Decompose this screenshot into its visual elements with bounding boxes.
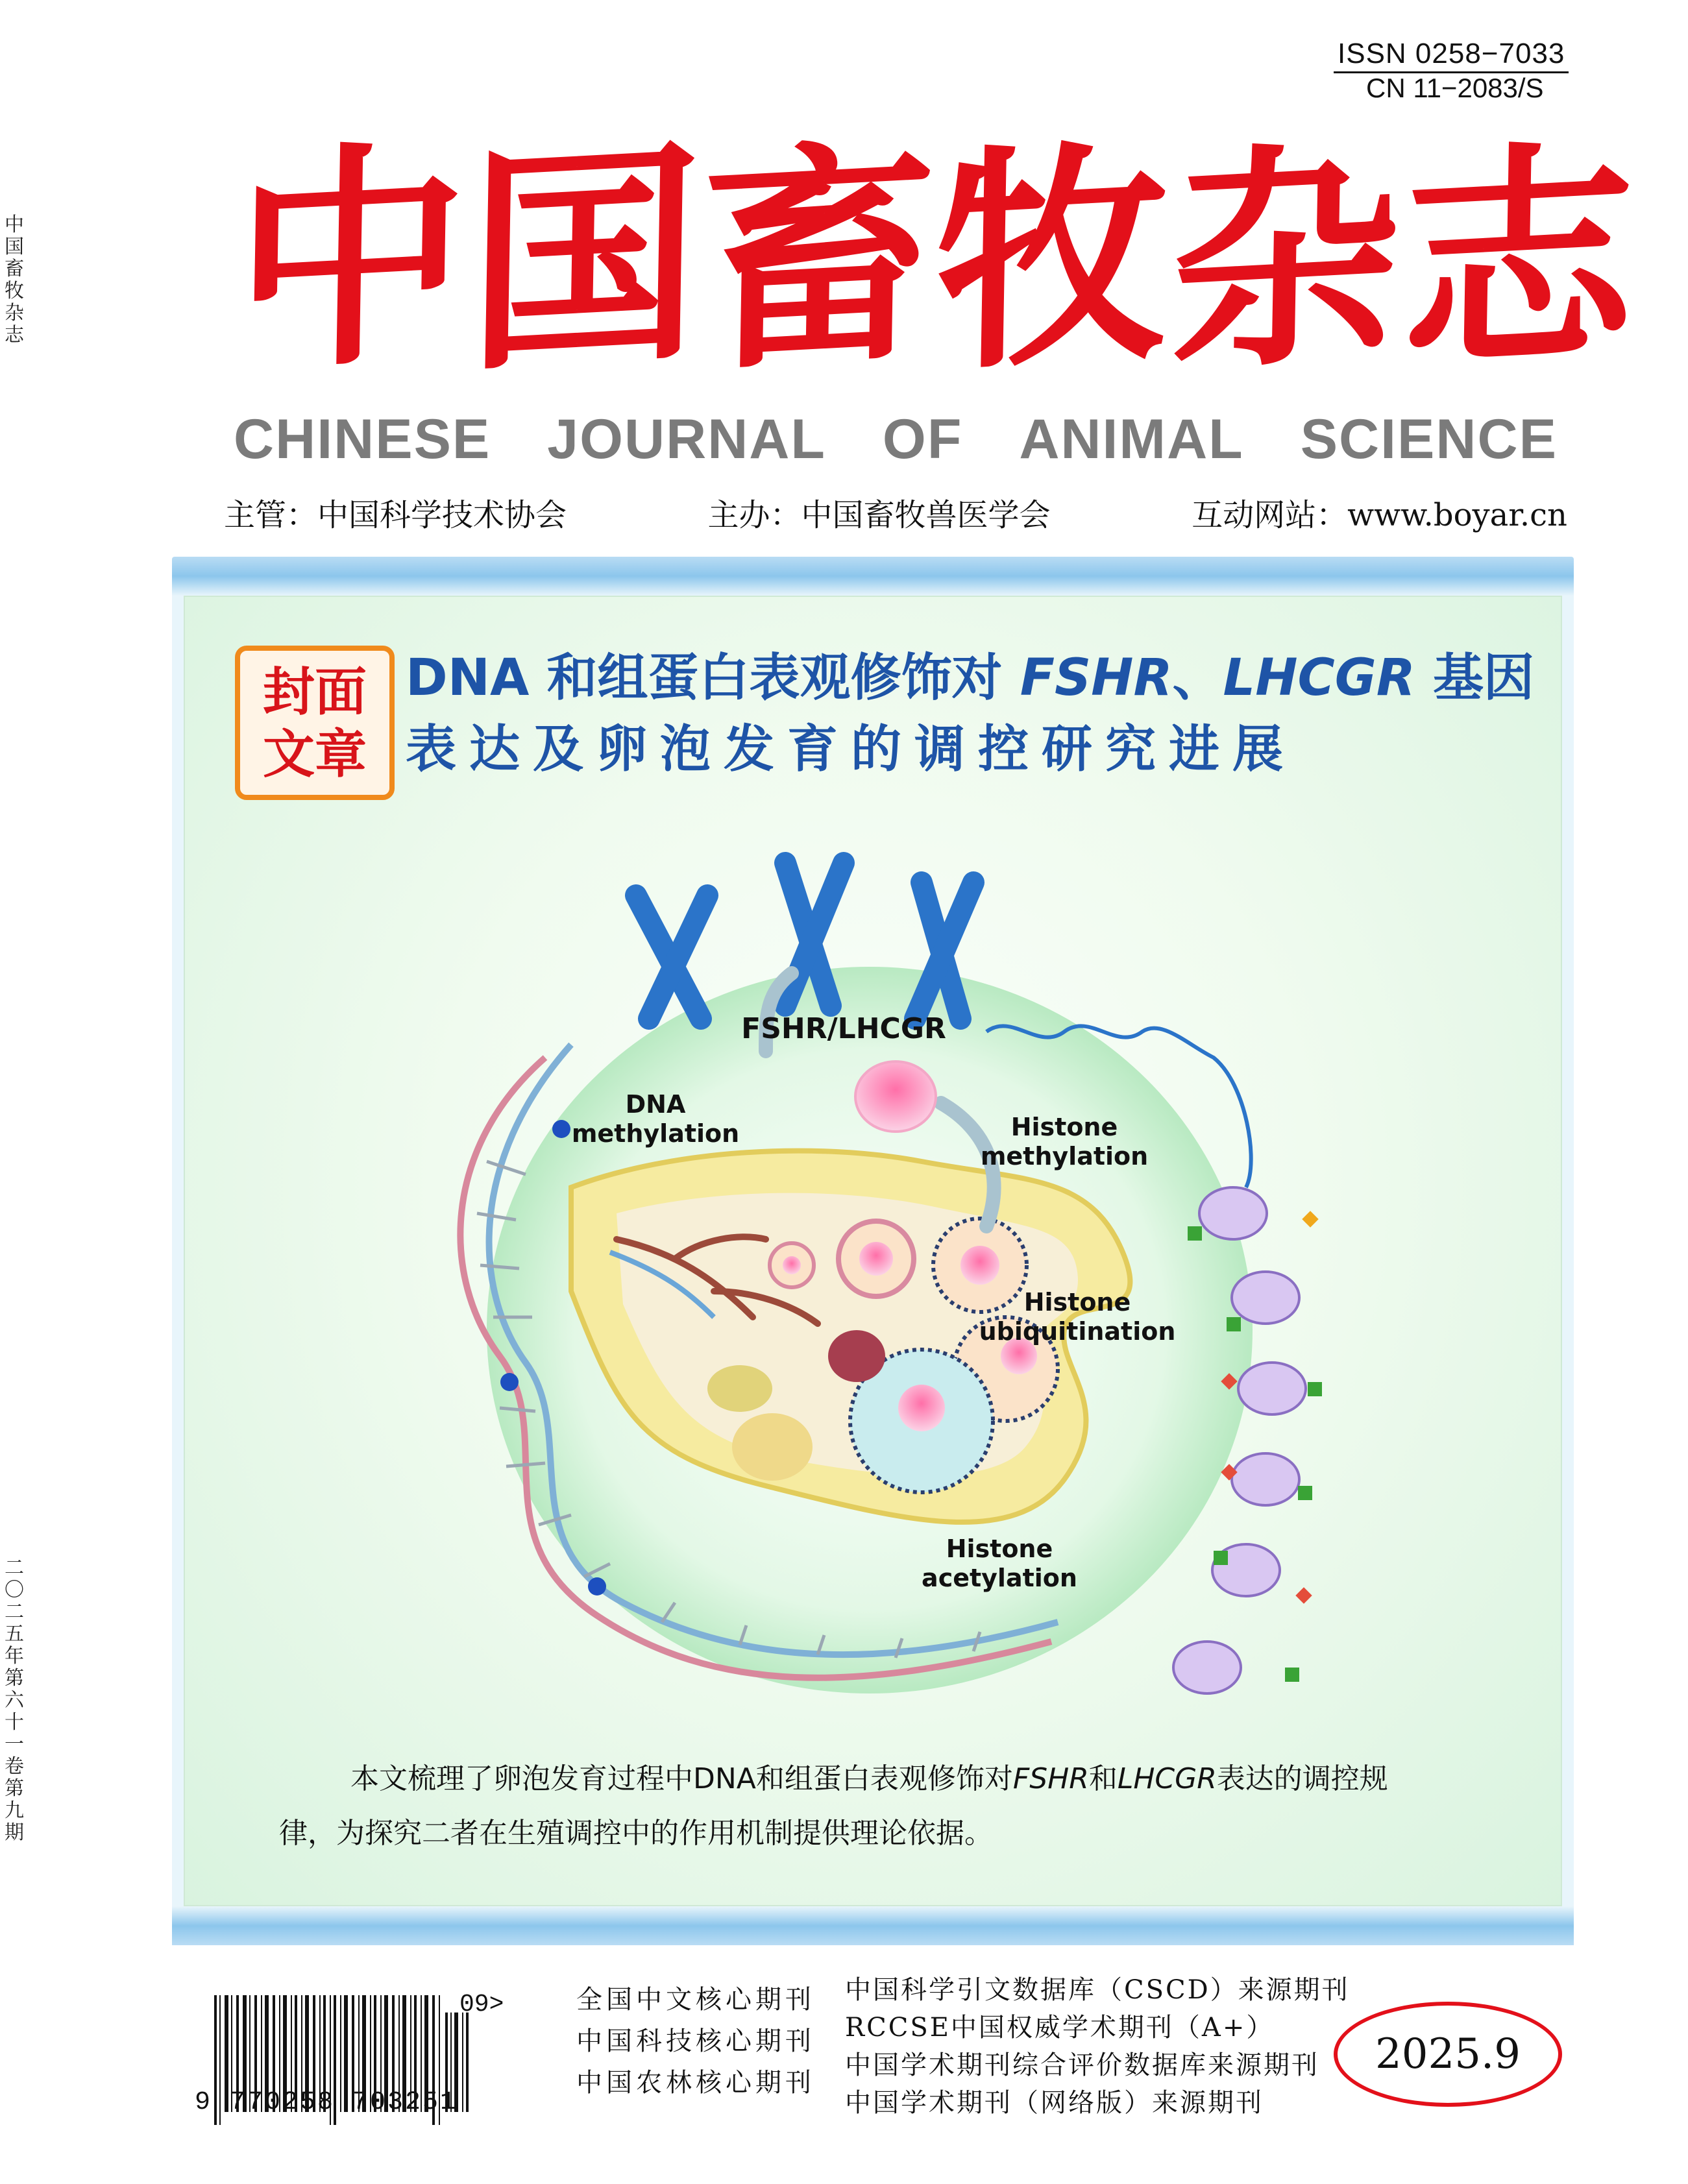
histone-methylation-label: methylation (980, 1142, 1149, 1171)
cn-number: CN 11−2083/S (1366, 73, 1544, 103)
summary-text: 表达的调控规 (1216, 1762, 1388, 1795)
issue-code: 09> (459, 1991, 504, 2019)
headline-prefix: DNA 和组蛋白表观修饰对 (406, 649, 1020, 707)
title-char: 畜 (698, 115, 937, 403)
cover-panel-bottom-bar (172, 1906, 1574, 1945)
core-journal-item: 中国农林核心期刊 (576, 2068, 815, 2098)
histone-methylation-label: Histone (1010, 1113, 1118, 1141)
histone-acetylation-label: Histone (946, 1535, 1053, 1563)
follicle (859, 1242, 893, 1276)
core-journal-item: 全国中文核心期刊 (576, 1985, 815, 2015)
issue-number: 2025.9 (1375, 2030, 1521, 2078)
database-item: 中国科学引文数据库（CSCD）来源期刊 (845, 1975, 1350, 2005)
issue-number-badge (1334, 2002, 1562, 2107)
cover-summary (279, 1752, 1506, 1861)
database-list (845, 1971, 1350, 2122)
supervisor: 主管：中国科学技术协会 (224, 497, 567, 533)
headline-suffix: 基因 (1415, 649, 1534, 707)
organizer: 主办：中国畜牧兽医学会 (707, 497, 1051, 533)
cover-article-headline (406, 642, 1534, 785)
badge-line2: 文章 (263, 723, 367, 784)
dna-methylation-label: DNA (625, 1090, 686, 1119)
headline-gene1: FSHR (1020, 649, 1173, 707)
follicle (898, 1385, 945, 1431)
cover-article-badge (235, 646, 395, 800)
headline-line1 (406, 642, 1534, 714)
journal-title-english (234, 407, 1558, 472)
corpus-albicans (732, 1413, 813, 1481)
summary-text: 本文梳理了卵泡发育过程中DNA和组蛋白表观修饰对 (350, 1762, 1013, 1795)
core-journal-list (576, 1979, 815, 2104)
histone-ubiquitination-label: ubiquitination (979, 1317, 1176, 1346)
oocyte (855, 1062, 936, 1132)
spine-volume-issue: 二〇二五年 第六十一卷 第九期 (5, 1557, 24, 1844)
follicle (960, 1246, 999, 1285)
database-item: 中国学术期刊综合评价数据库来源期刊 (845, 2050, 1319, 2080)
title-char: 中 (231, 115, 470, 403)
title-char: 国 (465, 115, 703, 403)
summary-gene2: LHCGR (1117, 1762, 1217, 1795)
title-char: 杂 (1166, 115, 1404, 403)
summary-line2: 律，为探究二者在生殖调控中的作用机制提供理论依据。 (279, 1817, 993, 1850)
headline-gene2: LHCGR (1223, 649, 1415, 707)
title-word: CHINESE (234, 408, 491, 470)
journal-title-chinese (231, 115, 1638, 403)
corpus-luteum (707, 1365, 772, 1412)
gene-label: FSHR/LHCGR (741, 1012, 946, 1045)
cover-illustration (402, 824, 1350, 1732)
sponsor-line (224, 490, 1567, 535)
histone-acetylation-label: acetylation (922, 1564, 1077, 1592)
headline-separator: 、 (1172, 649, 1223, 707)
core-journal-item: 中国科技核心期刊 (576, 2026, 815, 2056)
badge-line1: 封面 (263, 661, 367, 722)
summary-text: 和 (1088, 1762, 1118, 1795)
headline-line2: 表达及卵泡发育的调控研究进展 (406, 720, 1297, 779)
database-item: 中国学术期刊（网络版）来源期刊 (845, 2088, 1264, 2118)
histone-ubiquitination-label: Histone (1023, 1288, 1131, 1316)
summary-gene1: FSHR (1012, 1762, 1089, 1795)
database-item: RCCSE中国权威学术期刊（A+） (845, 2013, 1275, 2043)
title-word: OF (882, 408, 963, 470)
follicle (783, 1256, 801, 1274)
title-word: JOURNAL (547, 408, 826, 470)
website: 互动网站：www.boyar.cn (1192, 497, 1567, 533)
title-char: 志 (1399, 115, 1638, 403)
title-word: ANIMAL (1019, 408, 1244, 470)
atretic-follicle (828, 1330, 885, 1382)
methyl-dot (552, 1120, 570, 1138)
methyl-dot (500, 1373, 519, 1391)
title-char: 牧 (932, 115, 1171, 403)
summary-line1 (279, 1752, 1506, 1806)
barcode-number: 9 770258 703251 (195, 2088, 458, 2117)
spine-journal-name: 中国畜牧杂志 (5, 213, 24, 346)
title-word: SCIENCE (1300, 408, 1558, 470)
dna-methylation-label: methylation (571, 1119, 740, 1148)
issn-number: ISSN 0258−7033 (1334, 38, 1569, 73)
methyl-dot (588, 1577, 606, 1596)
